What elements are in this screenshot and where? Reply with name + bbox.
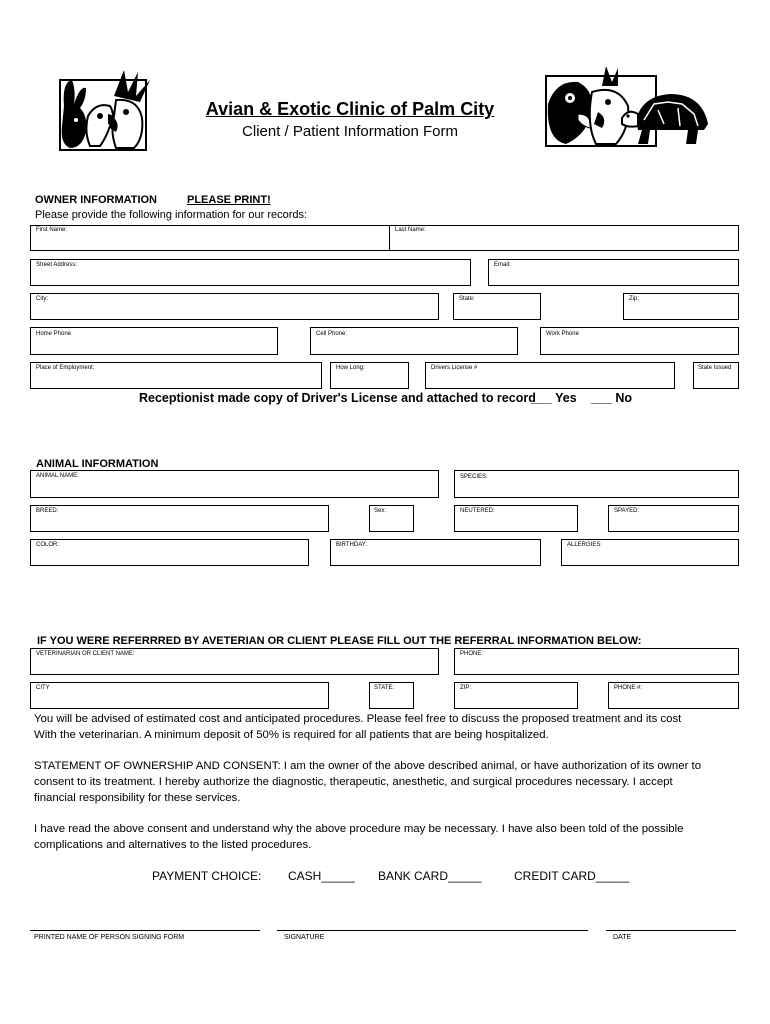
species-field[interactable] <box>454 470 739 498</box>
breed-label: BREED: <box>36 508 59 514</box>
zip-label: Zip: <box>629 296 640 302</box>
spayed-label: SPAYED: <box>614 508 640 514</box>
read-consent-paragraph <box>34 821 754 853</box>
how-long-label: How Long: <box>336 365 365 371</box>
printed-name-label: PRINTED NAME OF PERSON SIGNING FORM <box>34 934 185 941</box>
city-field[interactable] <box>30 293 439 320</box>
referral-city-label: CITY <box>36 685 50 691</box>
referral-vet-name-label: VETERINARIAN OR CLIENT NAME: <box>36 651 135 657</box>
license-no-option[interactable]: ___ No <box>591 391 632 405</box>
animal-name-label: ANIMAL NAME: <box>36 473 79 479</box>
first-name-label: First Name: <box>36 227 68 233</box>
home-phone-field[interactable] <box>30 327 278 355</box>
read-line-1: I have read the above consent and understand why the above procedure may be necessary. I have also been told of the possible <box>34 823 684 835</box>
how-long-field[interactable] <box>330 362 409 389</box>
signature-line[interactable] <box>277 930 588 931</box>
referral-zip-label: ZIP: <box>460 685 472 691</box>
date-label: DATE <box>613 934 632 941</box>
zip-field[interactable] <box>623 293 739 320</box>
form-title: Client / Patient Information Form <box>242 123 458 140</box>
sex-field[interactable] <box>369 505 414 532</box>
referral-phone-field[interactable] <box>454 648 739 675</box>
license-copy-note: Receptionist made copy of Driver's License and attached to record <box>139 391 536 405</box>
please-print-note: PLEASE PRINT! <box>187 194 271 206</box>
work-phone-label: Work Phone <box>546 331 579 337</box>
cell-phone-label: Cell Phone: <box>316 331 348 337</box>
cost-line-2: With the veterinarian. A minimum deposit of 50% is required for all patients that are being hospitalized. <box>34 729 549 741</box>
signature-label: SIGNATURE <box>284 934 325 941</box>
consent-line-2: consent to its treatment. I hereby authorize the diagnostic, therapeutic, anesthetic, and surgical procedures necessary. I accept <box>34 776 673 788</box>
street-address-label: Street Address: <box>36 262 78 268</box>
neutered-field[interactable] <box>454 505 578 532</box>
consent-paragraph <box>34 758 754 806</box>
license-yes-option[interactable]: ___ Yes <box>531 391 577 405</box>
referral-state-label: STATE: <box>374 685 395 691</box>
owner-instructions: Please provide the following information for our records: <box>35 209 308 221</box>
neutered-label: NEUTERED: <box>460 508 495 514</box>
cost-line-1: You will be advised of estimated cost and anticipated procedures. Please feel free to discuss the proposed treatment and its cost <box>34 713 682 725</box>
state-label: State: <box>459 296 475 302</box>
spayed-field[interactable] <box>608 505 739 532</box>
referral-phone-num-label: PHONE #: <box>614 685 643 691</box>
payment-cash-option[interactable]: CASH_____ <box>288 869 355 883</box>
clinic-name: Avian & Exotic Clinic of Palm City <box>205 99 495 119</box>
color-label: COLOR: <box>36 542 60 548</box>
consent-line-3: financial responsibility for these services. <box>34 792 241 804</box>
referral-vet-name-field[interactable] <box>30 648 439 675</box>
referral-heading: IF YOU WERE REFERRRED BY AVETERIAN OR CLIENT PLEASE FILL OUT THE REFERRAL INFORMATION BELOW: <box>37 635 642 647</box>
first-name-field[interactable] <box>30 225 390 251</box>
referral-city-field[interactable] <box>30 682 329 709</box>
employment-field[interactable] <box>30 362 322 389</box>
consent-line-1: STATEMENT OF OWNERSHIP AND CONSENT: I am the owner of the above described animal, or have authorization of its owner to <box>34 760 702 772</box>
state-field[interactable] <box>453 293 541 320</box>
payment-credit-card-option[interactable]: CREDIT CARD_____ <box>514 869 630 883</box>
employment-label: Place of Employment: <box>36 365 95 371</box>
email-field[interactable] <box>488 259 739 286</box>
birthday-field[interactable] <box>330 539 541 566</box>
animal-name-field[interactable] <box>30 470 439 498</box>
cost-paragraph <box>34 711 754 743</box>
payment-choice-label: PAYMENT CHOICE: <box>152 869 262 883</box>
birthday-label: BIRTHDAY: <box>336 542 368 548</box>
printed-name-line[interactable] <box>30 930 260 931</box>
breed-field[interactable] <box>30 505 329 532</box>
color-field[interactable] <box>30 539 309 566</box>
allergies-label: ALLERGIES: <box>567 542 603 548</box>
animal-info-heading: ANIMAL INFORMATION <box>36 458 159 470</box>
referral-zip-field[interactable] <box>454 682 578 709</box>
allergies-field[interactable] <box>561 539 739 566</box>
date-line[interactable] <box>606 930 736 931</box>
last-name-label: Last Name: <box>395 227 426 233</box>
payment-bank-card-option[interactable]: BANK CARD_____ <box>378 869 482 883</box>
home-phone-label: Home Phone <box>36 331 72 337</box>
sex-label: Sex: <box>374 508 387 514</box>
street-address-field[interactable] <box>30 259 471 286</box>
referral-state-field[interactable] <box>369 682 414 709</box>
owner-info-heading: OWNER INFORMATION <box>35 194 158 206</box>
last-name-field[interactable] <box>389 225 739 251</box>
email-label: Email: <box>494 262 511 268</box>
referral-phone-label: PHONE: <box>460 651 484 657</box>
referral-phone-num-field[interactable] <box>608 682 739 709</box>
drivers-license-label: Drivers License # <box>431 365 478 371</box>
state-issued-field[interactable] <box>693 362 739 389</box>
work-phone-field[interactable] <box>540 327 739 355</box>
drivers-license-field[interactable] <box>425 362 675 389</box>
city-label: City: <box>36 296 48 302</box>
state-issued-label: State Issued <box>698 365 732 371</box>
read-line-2: complications and alternatives to the listed procedures. <box>34 839 312 851</box>
cell-phone-field[interactable] <box>310 327 518 355</box>
species-label: SPECIES: <box>460 474 488 480</box>
